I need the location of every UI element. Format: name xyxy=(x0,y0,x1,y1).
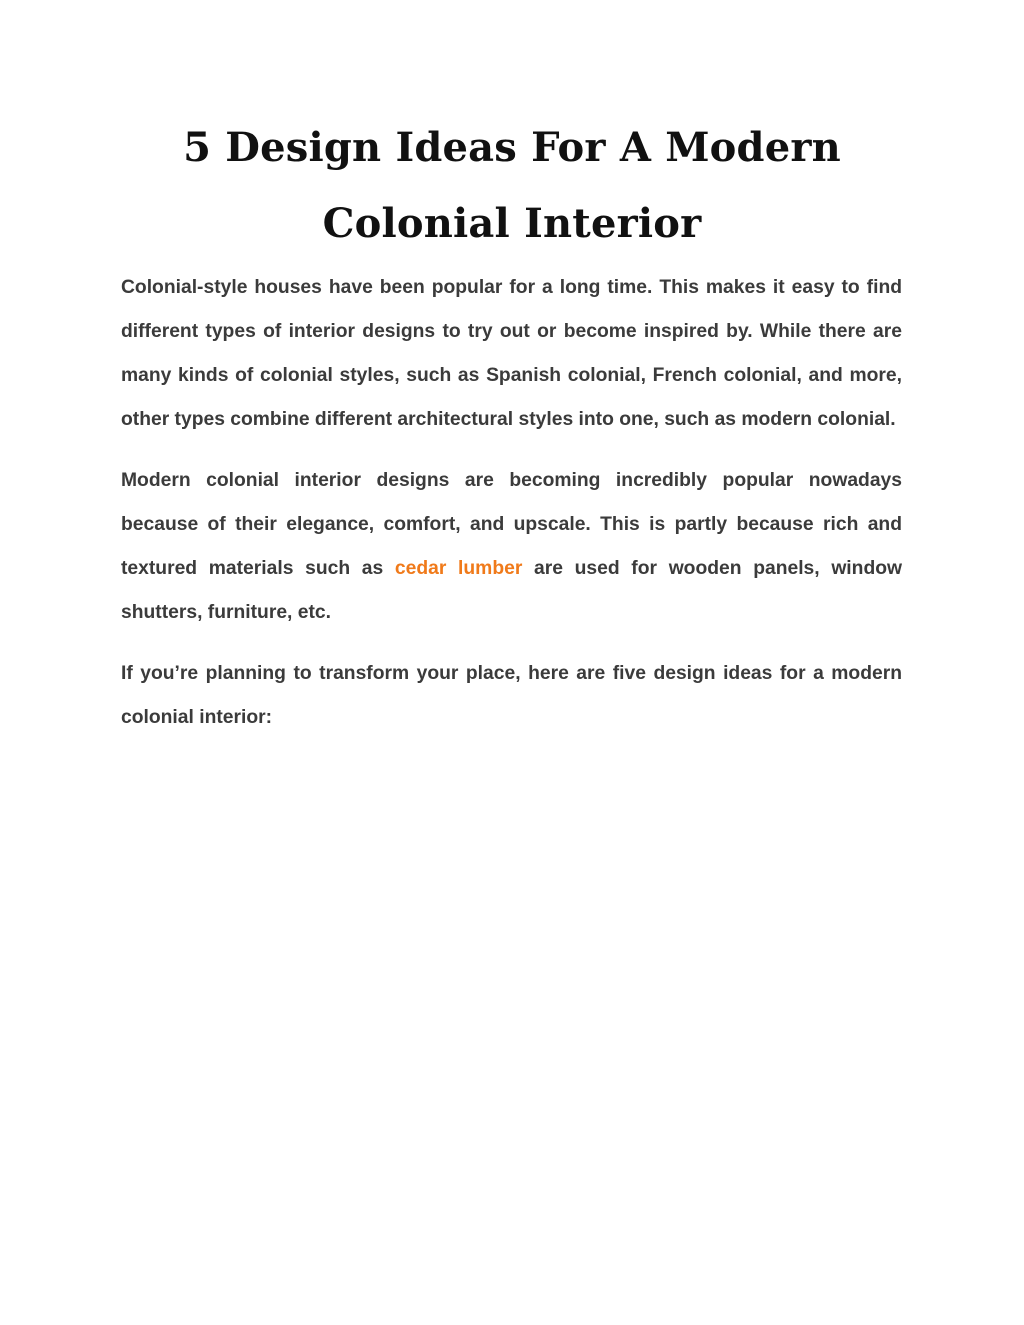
page-title xyxy=(100,110,924,262)
title-line-2: Colonial Interior xyxy=(322,200,702,247)
paragraph-2-text-end: are used for wooden panels, window shutters, furniture, etc. xyxy=(121,558,902,623)
title-line-1: 5 Design Ideas For A Modern xyxy=(183,124,841,171)
cedar-lumber-link[interactable]: cedar lumber xyxy=(394,558,523,579)
paragraph-intro: Colonial-style houses have been popular for a long time. This makes it easy to find different types of interior designs to try out or become inspired by. While there are many kinds of colonial styles, such as Spanish colonial, French colonial, and more, other types combine different architectural styles into one, such as modern colonial. xyxy=(121,277,902,430)
paragraph-2-text-start: Modern colonial interior designs are becoming incredibly popular nowadays because of their elegance, comfort, and upscale. This is partly because rich and textured materials such as xyxy=(121,470,902,579)
article-body xyxy=(121,266,902,757)
paragraph-design-ideas-intro: If you’re planning to transform your place, here are five design ideas for a modern colonial interior: xyxy=(121,663,902,728)
paragraph-modern-colonial xyxy=(121,459,902,635)
